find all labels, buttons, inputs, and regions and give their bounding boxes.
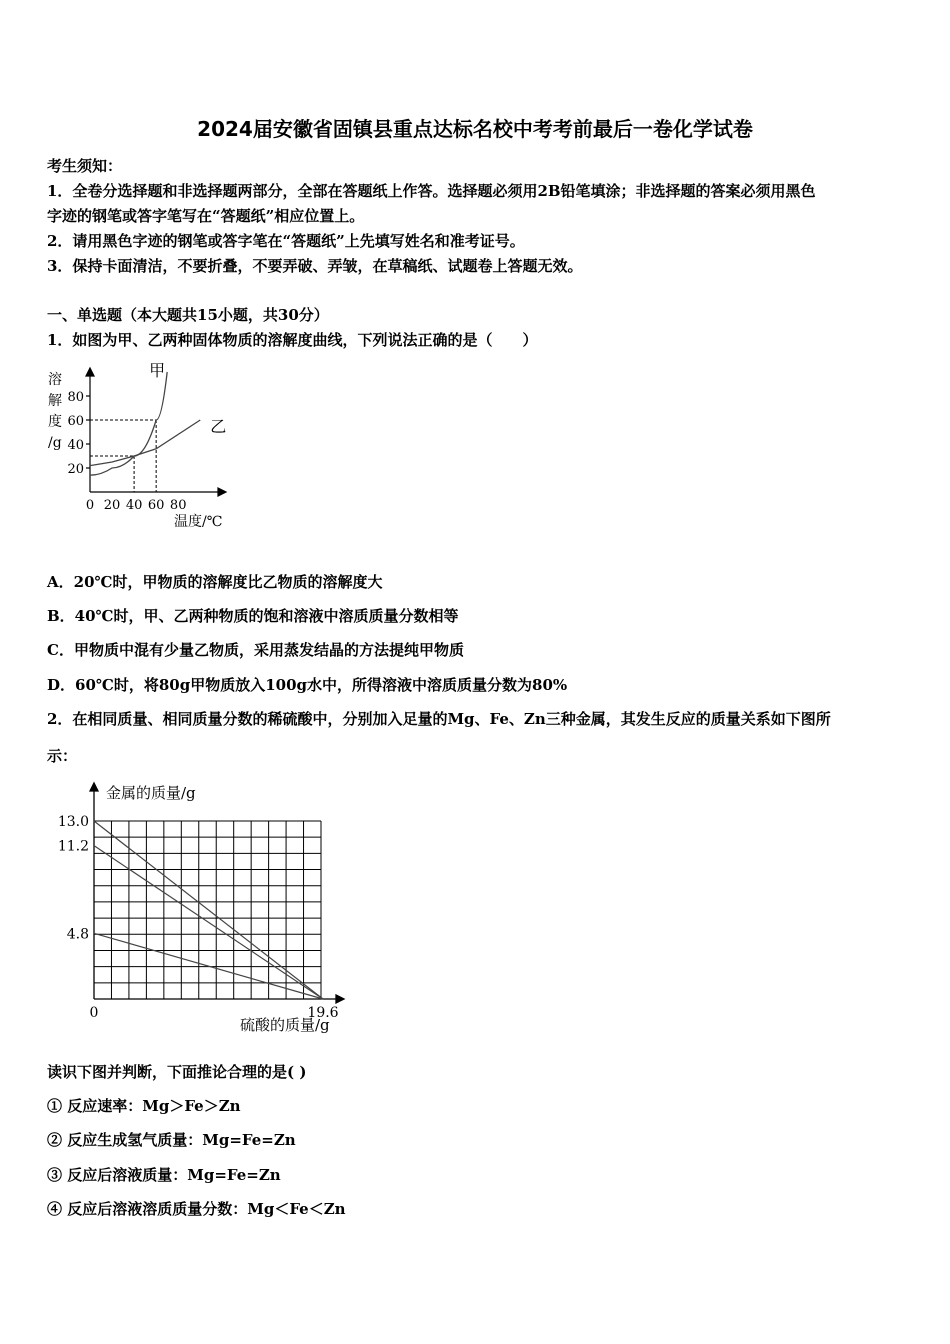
x-axis-label: 硫酸的质量/g xyxy=(240,1016,330,1034)
section-heading: 一、单选题（本大题共15小题，共30分） xyxy=(47,306,329,324)
y-tick-label: 13.0 xyxy=(57,814,89,830)
option-d: D．60℃时，将80g甲物质放入100g水中，所得溶液中溶质质量分数为80% xyxy=(47,676,568,694)
y-axis-arrow xyxy=(90,783,98,791)
y-tick-label: 60 xyxy=(67,414,84,429)
y-axis-label: 金属的质量/g xyxy=(106,784,196,802)
notice-item: 2．请用黑色字迹的钢笔或答字笔在“答题纸”上先填写姓名和准考证号。 xyxy=(47,232,525,250)
page-title: 2024届安徽省固镇县重点达标名校中考考前最后一卷化学试卷 xyxy=(197,117,753,141)
x-tick-label: 20 xyxy=(103,498,121,513)
x-axis-arrow xyxy=(336,995,344,1003)
option-c: C．甲物质中混有少量乙物质，采用蒸发结晶的方法提纯甲物质 xyxy=(47,641,464,659)
statement-4: ④ 反应后溶液溶质质量分数：Mg＜Fe＜Zn xyxy=(47,1200,346,1218)
x-tick-label: 80 xyxy=(169,498,187,513)
notice-item: 字迹的钢笔或答字笔写在“答题纸”相应位置上。 xyxy=(47,207,365,225)
y-label-char: /g xyxy=(48,435,62,451)
y-tick-label: 4.8 xyxy=(66,926,89,943)
x-tick-label: 19.6 xyxy=(307,1005,339,1021)
x-tick-label: 40 xyxy=(125,498,143,513)
question-1-stem: 1．如图为甲、乙两种固体物质的溶解度曲线，下列说法正确的是（ ） xyxy=(47,331,538,349)
question-2-prompt: 读识下图并判断，下面推论合理的是( ) xyxy=(47,1063,307,1081)
option-b: B．40℃时，甲、乙两种物质的饱和溶液中溶质质量分数相等 xyxy=(47,607,459,625)
series-label: 乙 xyxy=(210,417,227,436)
y-tick-label: 40 xyxy=(67,438,84,453)
notice-item: 3．保持卡面清洁，不要折叠，不要弄破、弄皱，在草稿纸、试题卷上答题无效。 xyxy=(47,257,583,275)
series-fe-line xyxy=(94,846,323,999)
x-tick-label: 0 xyxy=(85,498,95,513)
y-axis-arrow xyxy=(86,368,94,376)
x-axis-label: 温度/℃ xyxy=(174,514,223,530)
statement-2: ② 反应生成氢气质量：Mg=Fe=Zn xyxy=(47,1131,296,1149)
series-label: 甲 xyxy=(149,361,166,380)
x-axis-arrow xyxy=(218,488,226,496)
y-tick-label: 11.2 xyxy=(57,838,89,855)
statement-1: ① 反应速率：Mg＞Fe＞Zn xyxy=(47,1097,241,1115)
question-2-stem-cont: 示： xyxy=(47,747,78,765)
series-yi-curve xyxy=(90,420,200,466)
x-tick-label: 0 xyxy=(89,1005,99,1021)
y-tick-label: 80 xyxy=(67,390,84,405)
notice-item: 1．全卷分选择题和非选择题两部分，全部在答题纸上作答。选择题必须用2B铅笔填涂；非选择题的答案必须用黑色 xyxy=(47,182,816,200)
y-label-char: 解 xyxy=(48,393,62,409)
statement-3: ③ 反应后溶液质量：Mg=Fe=Zn xyxy=(47,1166,281,1184)
option-a: A．20℃时，甲物质的溶解度比乙物质的溶解度大 xyxy=(47,573,383,591)
y-label-char: 溶 xyxy=(48,372,62,388)
series-zn-line xyxy=(94,821,323,999)
series-jia-curve xyxy=(90,372,167,475)
y-label-char: 度 xyxy=(48,414,62,430)
notice-heading: 考生须知： xyxy=(47,157,123,175)
y-tick-label: 20 xyxy=(67,462,84,477)
question-2-stem: 2．在相同质量、相同质量分数的稀硫酸中，分别加入足量的Mg、Fe、Zn三种金属，其发生反应的质量关系如下图所 xyxy=(47,710,831,728)
metal-mass-chart xyxy=(40,775,360,1040)
solubility-chart xyxy=(40,360,250,535)
x-tick-label: 60 xyxy=(147,498,165,513)
